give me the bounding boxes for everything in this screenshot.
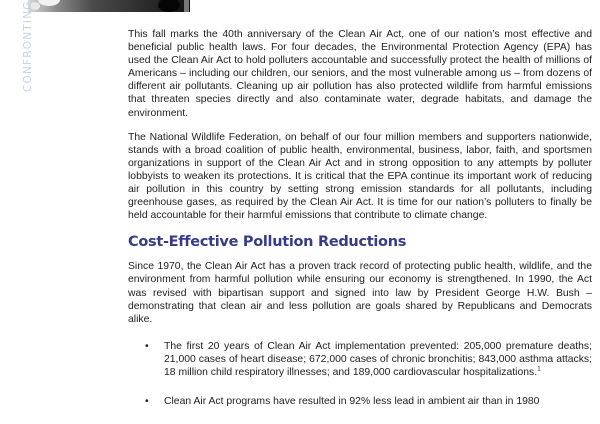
footnote-marker[interactable]: 1 xyxy=(537,365,541,373)
banner-dark-shape xyxy=(158,0,180,12)
vertical-section-label: CONFRONTING xyxy=(22,0,34,92)
history-paragraph: Since 1970, the Clean Air Act has a proven track record of protecting public health, wildlife, and the environment from harmful pollution while ensuring our economy is strengthened. In 1990, the Act was revised with bipartisan support and signed into law by President George H.W. Bush – demonstrating that clean air and less pollution are goals shared by Republicans and Democrats alike. xyxy=(128,261,592,325)
banner-cloud-shape xyxy=(38,0,60,6)
bullet-icon: • xyxy=(145,340,149,352)
bullet-item xyxy=(146,340,592,379)
banner-tag xyxy=(184,0,189,12)
nwf-paragraph: The National Wildlife Federation, on behalf of our four million members and supporters nationwide, stands with a broad coalition of public health, environmental, business, labor, faith, and sportsmen organizations in support of the Clean Air Act and in strong opposition to any attempts by polluter lobbyists to weaken its protections. It is critical that the EPA continue its important work of reducing air pollution in this country by setting strong emission standards for all pollutants, including greenhouse gases, as required by the Clean Air Act. It is time for our nation’s polluters to finally be held accountable for their harmful emissions that contribute to climate change. xyxy=(128,131,592,222)
bullet-text: The first 20 years of Clean Air Act implementation prevented: 205,000 premature deaths; 21,000 cases of heart disease; 672,000 cases of chronic bronchitis; 843,000 asthma attacks; 18 million child respiratory illnesses; and 189,000 cardiovascular hospitalizations. xyxy=(164,340,592,378)
bullet-icon: • xyxy=(145,396,149,408)
bullet-list xyxy=(128,340,592,408)
bullet-text: Clean Air Act programs have resulted in 92% less lead in ambient air than in 1980 xyxy=(164,396,540,408)
intro-paragraph: This fall marks the 40th anniversary of the Clean Air Act, one of our nation’s most effective and beneficial public health laws. For four decades, the Environmental Protection Agency (EPA) has used the Clean Air Act to hold polluters accountable and successfully protect the health of millions of Americans – including our children, our seniors, and the most vulnerable among us – from dozens of different air pollutants. Cleaning up air pollution has also protected wildlife from harmful emissions that threaten species directly and also contaminate water, degrade habitats, and damage the environment. xyxy=(128,29,592,119)
bullet-item xyxy=(146,395,592,408)
header-banner-image xyxy=(28,0,190,12)
document-body xyxy=(128,28,592,424)
section-heading: Cost-Effective Pollution Reductions xyxy=(128,234,407,251)
